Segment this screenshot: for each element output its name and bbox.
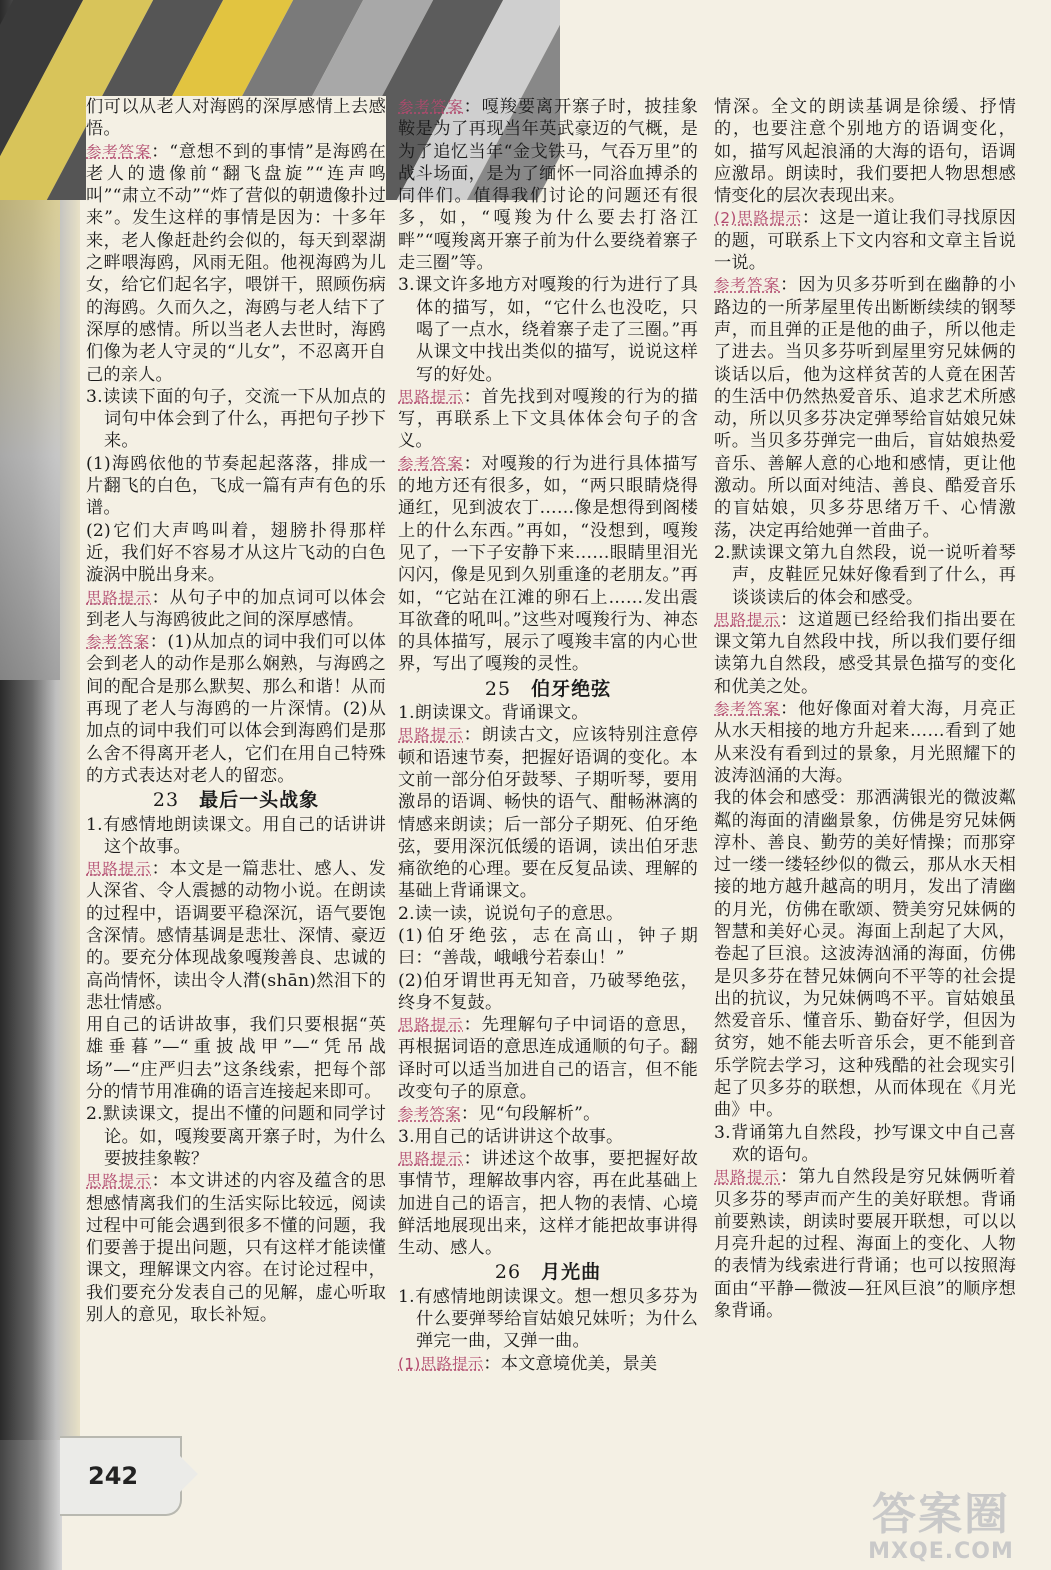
answer-text: ：从句子中的加点词可以体会到老人与海鸥彼此之间的深厚感情。: [86, 587, 386, 630]
answer-text: ：因为贝多芬听到在幽静的小路边的一所茅屋里传出断断续续的钢琴声，而且弹的正是他的曲子，所以他走了进去。当贝多芬听到屋里穷兄妹俩的谈话以后，他为这样贫苦的人竟在困苦的生活中仍然热爱音乐、追求艺术所感动，所以贝多芬决定弹琴给盲姑娘兄妹听。当贝多芬弹完一曲后，盲姑娘热爱音乐、善解人意的心地和感情，更让他激动。所以面对纯洁、善良、酷爱音乐的盲姑娘，贝多芬思绪万千、心情激荡，决定再给她弹一首曲子。: [714, 275, 1016, 541]
answer-label: 思路提示: [714, 610, 781, 629]
answer-label: 参考答案: [86, 633, 150, 652]
lesson-number: 25: [484, 677, 512, 700]
answer-label: 参考答案: [86, 142, 152, 161]
answer-paragraph: [398, 1353, 698, 1375]
question-item: 1.有感情地朗读课文。用自己的话讲讲这个故事。: [86, 814, 386, 857]
column-2: [398, 96, 698, 1375]
answer-paragraph: [714, 207, 1016, 274]
answer-text: ：(1)从加点的词中我们可以体会到老人的动作是那么娴熟，与海鸥之间的配合是那么默契、那么和谐！从而再现了老人与海鸥的一片深情。(2)从加点的词中我们可以体会到海鸥们是那么舍不得离开老人，它们在用自己特殊的方式表达对老人的留恋。: [86, 632, 386, 786]
text-paragraph: 们可以从老人对海鸥的深厚感情上去感悟。: [86, 97, 386, 140]
text-paragraph: 情深。全文的朗读基调是徐缓、抒情的，也要注意个别地方的语调变化，如，描写风起浪涌的大海的语句，语调应激昂。朗读时，我们要把人物思想感情变化的层次表现出来。: [714, 97, 1016, 207]
text-paragraph: (1)伯牙绝弦，志在高山，钟子期曰：“善哉，峨峨兮若泰山！”: [398, 925, 698, 969]
watermark-url: MXQE.COM: [868, 1539, 1014, 1564]
answer-text: ：嘎羧要离开寨子时，披挂象鞍是为了再现当年英武豪迈的气概，是为了追忆当年“金戈铁马，气吞万里”的战斗场面，是为了缅怀一同浴血搏杀的同伴们。值得我们讨论的问题还有很多，如，“嘎羧为什么要去打洛江畔”“嘎羧离开寨子前为什么要绕着寨子走三圈”等。: [398, 97, 698, 274]
question-item: 2.默读课文第九自然段，说一说听着琴声，皮鞋匠兄妹好像看到了什么，再谈谈读后的体会和感受。: [714, 542, 1016, 608]
answer-text: ：这是一道让我们寻找原因的题，可联系上下文内容和文章主旨说一说。: [714, 208, 1016, 274]
answer-text: ：见“句段解析”。: [460, 1104, 601, 1125]
answer-label: 参考答案: [398, 454, 464, 473]
answer-label: 思路提示: [398, 726, 464, 745]
column-1: [86, 96, 386, 1326]
answer-paragraph: [86, 858, 386, 1014]
page-number: 242: [88, 1462, 139, 1490]
answer-paragraph: [398, 453, 698, 676]
lesson-heading: [86, 789, 386, 811]
question-item: 1.朗读课文。背诵课文。: [398, 703, 589, 724]
question-item: 3.读读下面的句子，交流一下从加点的词句中体会到了什么，再把句子抄下来。: [86, 386, 386, 452]
answer-paragraph: [398, 96, 698, 274]
watermark: [851, 1491, 1031, 1564]
left-decor-highlight: [0, 120, 60, 680]
text-paragraph: (1)海鸥依他的节奏起起落落，排成一片翻飞的白色，飞成一篇有声有色的乐谱。: [86, 453, 386, 519]
answer-label: 思路提示: [714, 1168, 781, 1187]
answer-paragraph: [398, 386, 698, 453]
question-item: 3.用自己的话讲讲这个故事。: [398, 1126, 624, 1147]
lesson-title: 伯牙绝弦: [531, 677, 612, 700]
text-paragraph: (2)它们大声鸣叫着，翅膀扑得那样近，我们好不容易才从这片飞动的白色漩涡中脱出身来。: [86, 520, 386, 586]
answer-label: 参考答案: [714, 700, 781, 719]
lesson-title: 最后一头战象: [199, 789, 320, 812]
answer-paragraph: [86, 1170, 386, 1326]
answer-label: 思路提示: [86, 860, 152, 879]
text-paragraph: 用自己的话讲故事，我们只要根据“英雄垂暮”—“重披战甲”—“凭吊战场”—“庄严归去”这条线索，把每个部分的情节用准确的语言连接起来即可。: [86, 1015, 386, 1103]
answer-label: 思路提示: [86, 1172, 152, 1191]
answer-text: ：对嘎羧的行为进行具体描写的地方还有很多，如，“两只眼睛烧得通红，见到波农丁……像是想得到阁楼上的什么东西。”再如，“没想到，嘎羧见了，一下子安静下来……眼睛里泪光闪闪，像是见到久别重逢的老朋友。”再如，“它站在江滩的卵石上……发出震耳欲聋的吼叫。”这些对嘎羧行为、神态的具体描写，展示了嘎羧丰富的内心世界，写出了嘎羧的灵性。: [398, 453, 698, 675]
answer-text: ：“意想不到的事情”是海鸥在老人的遗像前“翻飞盘旋”“连声鸣叫”“肃立不动”“炸了营似的朝遗像扑过来”。发生这样的事情是因为：十多年来，老人像赶赴约会似的，每天到翠湖之畔喂海鸥，风雨无阻。他视海鸥为儿女，给它们起名字，喂饼干，照顾伤病的海鸥。久而久之，海鸥与老人结下了深厚的感情。所以当老人去世时，海鸥们像为老人守灵的“儿女”，不忍离开自己的亲人。: [86, 141, 386, 385]
lesson-number: 23: [152, 789, 180, 812]
answer-text: ：本文意境优美，景美: [483, 1353, 658, 1374]
answer-paragraph: [398, 1148, 698, 1259]
lesson-heading: [398, 678, 698, 700]
answer-paragraph: [86, 141, 386, 386]
column-3: [714, 96, 1016, 1322]
question-item: 3.背诵第九自然段，抄写课文中自己喜欢的语句。: [714, 1122, 1016, 1165]
lesson-heading: [398, 1261, 698, 1283]
answer-text: ：他好像面对着大海，月亮正从水天相接的地方升起来……看到了她从来没有看到过的景象，月光照耀下的波涛汹涌的大海。: [714, 699, 1016, 786]
answer-text: ：第九自然段是穷兄妹俩听着贝多芬的琴声而产生的美好联想。背诵前要熟读，朗读时要展开联想，可以以月亮升起的过程、海面上的变化、人物的表情为线索进行背诵；也可以按照海面由“平静—微波—狂风巨浪”的顺序想象背诵。: [714, 1167, 1016, 1322]
question-item: 3.课文许多地方对嘎羧的行为进行了具体的描写，如，“它什么也没吃，只喝了一点水，绕着寨子走了三圈。”再从课文中找出类似的描写，说说这样写的好处。: [398, 275, 698, 385]
watermark-logo: 答案圈: [872, 1489, 1010, 1540]
answer-text: ：本文讲述的内容及蕴含的思想感情离我们的生活实际比较远，阅读过程中可能会遇到很多不懂的问题，我们要善于提出问题，只有这样才能读懂课文，理解课文内容。在讨论过程中，我们要充分发表自己的见解，虚心听取别人的意见，取长补短。: [86, 1171, 386, 1326]
question-item: 2.默读课文，提出不懂的问题和同学讨论。如，嘎羧要离开寨子时，为什么要披挂象鞍？: [86, 1104, 386, 1169]
answer-text: ：这道题已经给我们指出要在课文第九自然段中找，所以我们要仔细读第九自然段，感受其景色描写的变化和优美之处。: [714, 609, 1016, 697]
answer-paragraph: [398, 724, 698, 902]
bottom-left-decor: [0, 1440, 62, 1570]
answer-paragraph: [714, 698, 1016, 787]
answer-text: ：本文是一篇悲壮、感人、发人深省、令人震撼的动物小说。在朗读的过程中，语调要平稳深沉，语气要饱含深情。感情基调是悲壮、深情、豪迈的。要充分体现战象嘎羧善良、忠诚的高尚情怀，读出令人潸(shān)然泪下的悲壮情感。: [86, 859, 386, 1013]
answer-paragraph: [398, 1103, 698, 1125]
lesson-title: 月光曲: [541, 1261, 602, 1284]
text-paragraph: (2)伯牙谓世再无知音，乃破琴绝弦，终身不复鼓。: [398, 970, 698, 1013]
answer-paragraph: [714, 1166, 1016, 1322]
answer-paragraph: [398, 1014, 698, 1103]
answer-paragraph: [714, 274, 1016, 542]
answer-label: 思路提示: [398, 1016, 464, 1035]
answer-label: 思路提示: [398, 387, 464, 406]
answer-label: 参考答案: [398, 98, 464, 116]
answer-label: 思路提示: [86, 588, 152, 607]
question-item: 1.有感情地朗读课文。想一想贝多芬为什么要弹琴给盲姑娘兄妹听；为什么弹完一曲，又弹一曲。: [398, 1286, 698, 1352]
answer-text: ：朗读古文，应该特别注意停顿和语速节奏，把握好语调的变化。本文前一部分伯牙鼓琴、子期听琴，要用激昂的语调、畅快的语气、酣畅淋漓的情感来朗读；后一部分子期死、伯牙绝弦，要用深沉低缓的语调，读出伯牙悲痛欲绝的心理。要在反复品读、理解的基础上背诵课文。: [398, 725, 698, 902]
answer-paragraph: [86, 631, 386, 787]
lesson-number: 26: [494, 1261, 522, 1284]
answer-label: 参考答案: [398, 1105, 461, 1124]
text-paragraph: 我的体会和感受：那洒满银光的微波粼粼的海面的清幽景象，仿佛是穷兄妹俩淳朴、善良、勤劳的美好情操；而那穿过一缕一缕轻纱似的微云，那从水天相接的地方越升越高的明月，发出了清幽的月光，仿佛在歌颂、赞美穷兄妹俩的智慧和美好心灵。海面上刮起了大风，卷起了巨浪。这波涛汹涌的海面，仿佛是贝多芬在替兄妹俩向不平等的社会提出的抗议，为兄妹俩鸣不平。盲姑娘虽然爱音乐、懂音乐、勤奋好学，但因为贫穷，她不能去听音乐会，更不能到音乐学院去学习，这种残酷的社会现实引起了贝多芬的联想，从而体现在《月光曲》中。: [714, 788, 1016, 1121]
answer-paragraph: [714, 609, 1016, 698]
answer-label: 参考答案: [714, 276, 781, 295]
answer-label: (1)思路提示: [398, 1354, 484, 1373]
answer-text: ：首先找到对嘎羧的行为的描写，再联系上下文具体体会句子的含义。: [398, 386, 698, 452]
answer-text: ：讲述这个故事，要把握好故事情节，理解故事内容，再在此基础上加进自己的语言，把人物的表情、心境鲜活地展现出来，这样才能把故事讲得生动、感人。: [398, 1148, 698, 1259]
answer-text: ：先理解句子中词语的意思，再根据词语的意思连成通顺的句子。翻译时可以适当加进自己的语言，但不能改变句子的原意。: [398, 1015, 698, 1103]
answer-paragraph: [86, 587, 386, 632]
answer-label: 思路提示: [398, 1149, 464, 1168]
question-item: 2.读一读，说说句子的意思。: [398, 903, 624, 924]
answer-label: (2)思路提示: [714, 209, 802, 228]
